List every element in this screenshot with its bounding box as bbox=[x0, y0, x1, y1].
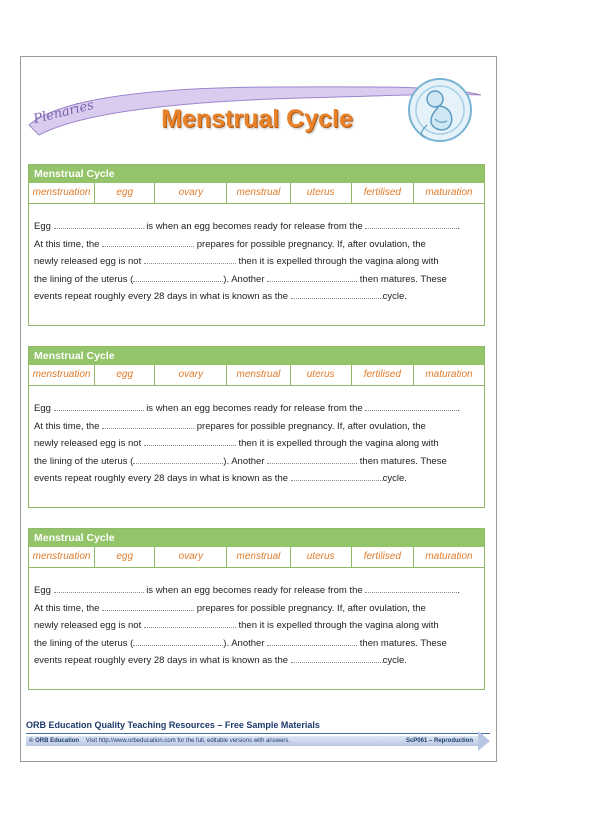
answer-blank[interactable] bbox=[267, 271, 357, 282]
cloze-fragment: cycle. bbox=[382, 291, 407, 302]
word-bank-item: egg bbox=[95, 365, 155, 385]
word-bank-item: ovary bbox=[155, 183, 227, 203]
answer-blank[interactable] bbox=[291, 652, 383, 663]
word-bank bbox=[29, 365, 484, 386]
word-bank-item: ovary bbox=[155, 547, 227, 567]
footer-title: ORB Education Quality Teaching Resources – Free Sample Materials bbox=[26, 719, 490, 734]
word-bank bbox=[29, 547, 484, 568]
answer-blank[interactable] bbox=[54, 582, 144, 593]
answer-blank[interactable] bbox=[54, 218, 144, 229]
cloze-fragment: the lining of the uterus ( bbox=[34, 273, 134, 285]
cloze-fragment: events repeat roughly every 28 days in what is known as the bbox=[34, 473, 289, 484]
worksheet-page bbox=[20, 56, 497, 762]
cloze-fragment: . bbox=[457, 221, 460, 232]
footer-visit-link[interactable]: Visit http://www.orbeducation.com for the full, editable versions with answers. bbox=[85, 738, 291, 744]
cloze-fragment: newly released egg is not bbox=[34, 620, 142, 631]
cloze-fragment: events repeat roughly every 28 days in what is known as the bbox=[34, 291, 289, 302]
cloze-fragment: At this time, the bbox=[34, 420, 100, 432]
answer-blank[interactable] bbox=[54, 400, 144, 411]
word-bank bbox=[29, 183, 484, 204]
answer-blank[interactable] bbox=[365, 582, 457, 593]
answer-blank[interactable] bbox=[267, 453, 357, 464]
title-banner bbox=[21, 57, 498, 157]
answer-blank[interactable] bbox=[365, 400, 457, 411]
cloze-fragment: is when an egg becomes ready for release from the bbox=[146, 585, 363, 596]
cloze-fragment: ). Another bbox=[223, 637, 265, 649]
cloze-fragment: is when an egg becomes ready for release from the bbox=[146, 403, 363, 414]
word-bank-item: menstrual bbox=[227, 365, 290, 385]
cloze-fragment: prepares for possible pregnancy. If, after ovulation, the bbox=[196, 238, 426, 250]
cloze-fragment: cycle. bbox=[382, 473, 407, 484]
cloze-fragment: newly released egg is not bbox=[34, 256, 142, 267]
word-bank-item: fertilised bbox=[352, 183, 414, 203]
word-bank-item: uterus bbox=[291, 183, 352, 203]
cloze-fragment: the lining of the uterus ( bbox=[34, 455, 134, 467]
cloze-fragment: the lining of the uterus ( bbox=[34, 637, 134, 649]
footer bbox=[26, 719, 490, 755]
panel-heading: Menstrual Cycle bbox=[29, 165, 484, 183]
cloze-fragment: cycle. bbox=[382, 655, 407, 666]
answer-blank[interactable] bbox=[102, 236, 194, 247]
cloze-fragment: . bbox=[457, 403, 460, 414]
word-bank-item: uterus bbox=[291, 547, 352, 567]
word-bank-item: maturation bbox=[425, 187, 473, 198]
footer-arrow-icon bbox=[478, 731, 490, 751]
cloze-fragment: prepares for possible pregnancy. If, after ovulation, the bbox=[196, 602, 426, 614]
answer-blank[interactable] bbox=[102, 600, 194, 611]
word-bank-item: menstrual bbox=[227, 183, 290, 203]
footer-code: ScP061 – Reproduction bbox=[405, 738, 473, 744]
activity-panel bbox=[28, 164, 485, 326]
answer-blank[interactable] bbox=[291, 288, 383, 299]
cloze-fragment: At this time, the bbox=[34, 602, 100, 614]
activity-panel bbox=[28, 528, 485, 690]
word-bank-item: fertilised bbox=[352, 547, 414, 567]
word-bank-item: menstruation bbox=[29, 183, 95, 203]
cloze-text bbox=[29, 204, 484, 306]
cloze-fragment: then matures. These bbox=[359, 455, 447, 467]
footer-bar bbox=[26, 736, 481, 746]
plenaries-tag: Plenaries bbox=[32, 97, 96, 128]
word-bank-item: egg bbox=[95, 547, 155, 567]
cloze-fragment: Egg bbox=[34, 221, 51, 232]
word-bank-item: fertilised bbox=[352, 365, 414, 385]
answer-blank[interactable] bbox=[133, 453, 223, 464]
word-bank-item: maturation bbox=[425, 369, 473, 380]
cloze-fragment: events repeat roughly every 28 days in what is known as the bbox=[34, 655, 289, 666]
cloze-fragment: then matures. These bbox=[359, 637, 447, 649]
answer-blank[interactable] bbox=[133, 635, 223, 646]
cloze-fragment: ). Another bbox=[223, 455, 265, 467]
word-bank-item: menstruation bbox=[29, 547, 95, 567]
cloze-fragment: Egg bbox=[34, 585, 51, 596]
cloze-fragment: then it is expelled through the vagina along with bbox=[238, 620, 439, 631]
footer-copyright-line bbox=[29, 736, 290, 746]
cloze-fragment: then it is expelled through the vagina along with bbox=[238, 438, 439, 449]
answer-blank[interactable] bbox=[144, 617, 236, 628]
word-bank-item: ovary bbox=[155, 365, 227, 385]
word-bank-item: menstrual bbox=[227, 547, 290, 567]
cloze-fragment: ). Another bbox=[223, 273, 265, 285]
footer-copyright: © ORB Education bbox=[29, 738, 80, 744]
answer-blank[interactable] bbox=[144, 435, 236, 446]
cloze-fragment: . bbox=[457, 585, 460, 596]
answer-blank[interactable] bbox=[267, 635, 357, 646]
cloze-fragment: Egg bbox=[34, 403, 51, 414]
cloze-fragment: prepares for possible pregnancy. If, after ovulation, the bbox=[196, 420, 426, 432]
answer-blank[interactable] bbox=[102, 418, 194, 429]
answer-blank[interactable] bbox=[291, 470, 383, 481]
word-bank-item: uterus bbox=[291, 365, 352, 385]
panel-heading: Menstrual Cycle bbox=[29, 529, 484, 547]
page-title: Menstrual Cycle bbox=[161, 105, 353, 133]
word-bank-item: menstruation bbox=[29, 365, 95, 385]
embryo-icon bbox=[405, 75, 475, 145]
word-bank-item: maturation bbox=[425, 551, 473, 562]
panel-heading: Menstrual Cycle bbox=[29, 347, 484, 365]
answer-blank[interactable] bbox=[144, 253, 236, 264]
answer-blank[interactable] bbox=[365, 218, 457, 229]
cloze-fragment: then it is expelled through the vagina along with bbox=[238, 256, 439, 267]
cloze-fragment: At this time, the bbox=[34, 238, 100, 250]
word-bank-item: egg bbox=[95, 183, 155, 203]
cloze-fragment: then matures. These bbox=[359, 273, 447, 285]
answer-blank[interactable] bbox=[133, 271, 223, 282]
cloze-fragment: newly released egg is not bbox=[34, 438, 142, 449]
cloze-text bbox=[29, 568, 484, 670]
cloze-fragment: is when an egg becomes ready for release from the bbox=[146, 221, 363, 232]
activity-panel bbox=[28, 346, 485, 508]
cloze-text bbox=[29, 386, 484, 488]
